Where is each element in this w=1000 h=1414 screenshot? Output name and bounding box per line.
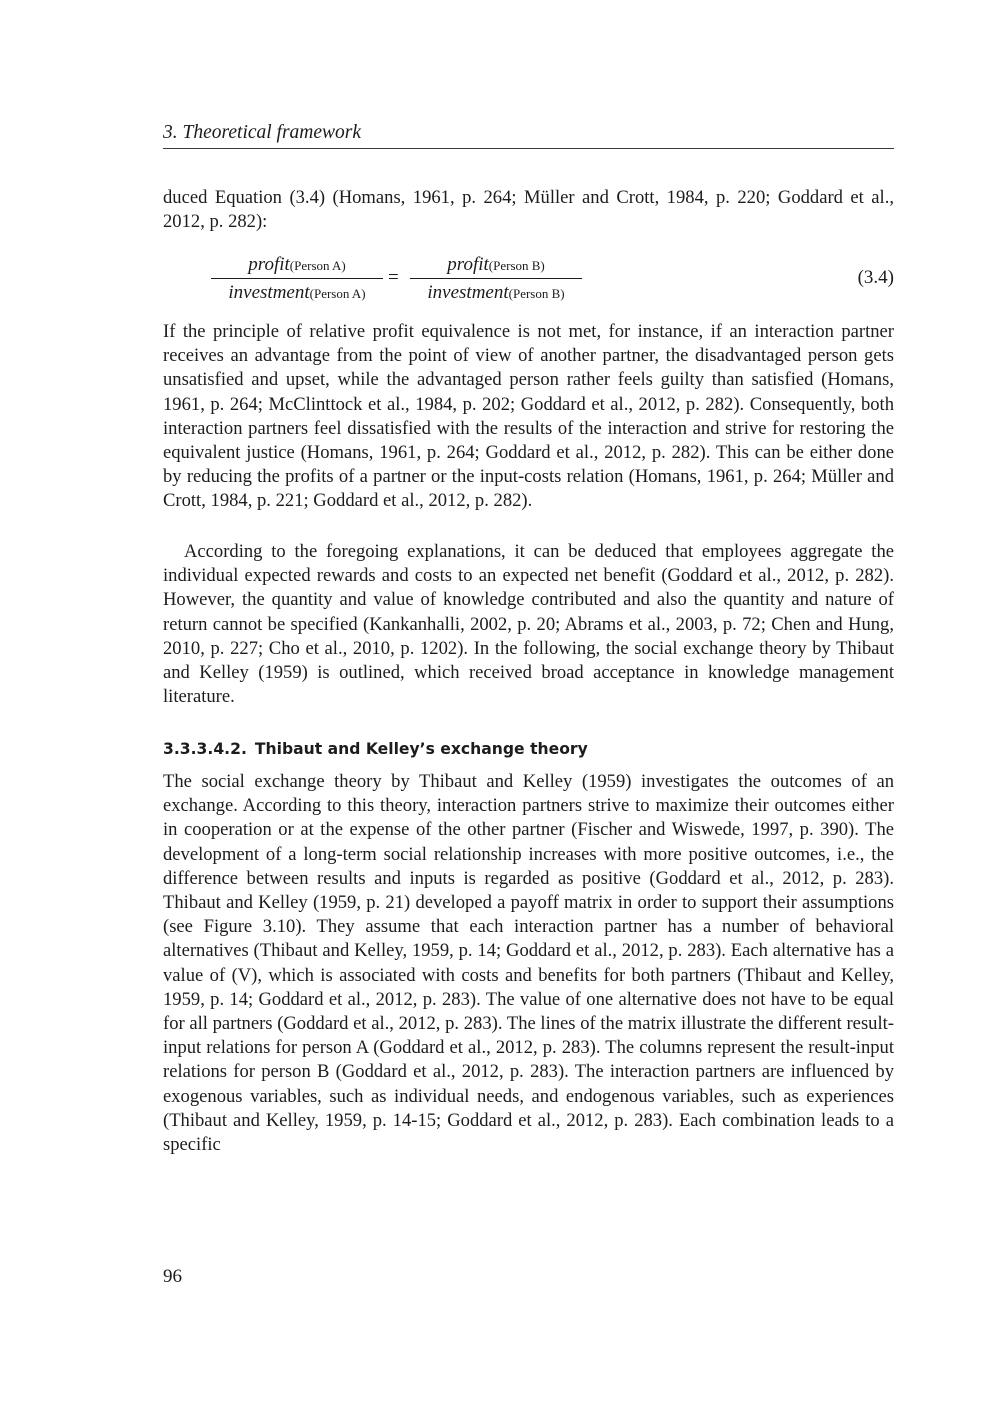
section-title: Thibaut and Kelley’s exchange theory: [254, 740, 588, 758]
section-heading: [163, 738, 894, 760]
section-number: 3.3.3.4.2.: [163, 740, 247, 758]
subscript-person-a: (Person A): [309, 286, 366, 301]
fraction-person-b: [410, 253, 582, 306]
paragraph-relative-profit: If the principle of relative profit equivalence is not met, for instance, if an interaction partner receives an advantage from the point of view of another partner, the disadvantaged person gets unsatisfied and upset, while the advantaged person rather feels guilty than satisfied (Homans, 1961, p. 264; McClinttock et al., 1984, p. 202; Goddard et al., 2012, p. 282). Consequently, both interaction partners feel dissatisfied with the results of the interaction and strive for restoring the equivalent justice (Homans, 1961, p. 264; Goddard et al., 2012, p. 282). This can be either done by reducing the profits of a partner or the input-costs relation (Homans, 1961, p. 264; Müller and Crott, 1984, p. 221; Goddard et al., 2012, p. 282).: [163, 321, 894, 512]
equals-sign: =: [388, 267, 399, 288]
profit-term: profit: [447, 254, 489, 275]
denominator-person-a: [211, 279, 383, 306]
paragraph-thibaut-kelley: The social exchange theory by Thibaut and Kelley (1959) investigates the outcomes of an exchange. According to this theory, interaction partners strive to maximize their outcomes either in cooperation or at the expense of the other partner (Fischer and Wiswede, 1997, p. 390). The development of a long-term social relationship increases with more positive outcomes, i.e., the difference between results and inputs is regarded as positive (Goddard et al., 2012, p. 283). Thibaut and Kelley (1959, p. 21) developed a payoff matrix in order to support their assumptions (see Figure 3.10). They assume that each interaction partner has a number of behavioral alternatives (Thibaut and Kelley, 1959, p. 14; Goddard et al., 2012, p. 283). Each alternative has a value of (V), which is associated with costs and benefits for both partners (Thibaut and Kelley, 1959, p. 14; Goddard et al., 2012, p. 283). The value of one alternative does not have to be equal for all partners (Goddard et al., 2012, p. 283). The lines of the matrix illustrate the different result-input relations for person A (Goddard et al., 2012, p. 283). The columns represent the result-input relations for person B (Goddard et al., 2012, p. 283). The interaction partners are influenced by exogenous variables, such as individual needs, and endogenous variables, such as experiences (Thibaut and Kelley, 1959, p. 14-15; Goddard et al., 2012, p. 283). Each combination leads to a specific: [163, 771, 894, 1156]
investment-term: investment: [427, 282, 509, 303]
paragraph-intro: duced Equation (3.4) (Homans, 1961, p. 264; Müller and Crott, 1984, p. 220; Goddard et al., 2012, p. 282):: [163, 187, 894, 233]
running-header: [163, 121, 894, 149]
paragraph-foregoing: According to the foregoing explanations, it can be deduced that employees aggregate the individual expected rewards and costs to an expected net benefit (Goddard et al., 2012, p. 282). However, the quantity and value of knowledge contributed and also the quantity and nature of return cannot be specified (Kankanhalli, 2002, p. 20; Abrams et al., 2003, p. 72; Chen and Hung, 2010, p. 227; Cho et al., 2010, p. 1202). In the following, the social exchange theory by Thibaut and Kelley (1959) is outlined, which received broad acceptance in knowledge management literature.: [163, 541, 894, 708]
subscript-person-b: (Person B): [488, 258, 545, 273]
investment-term: investment: [228, 282, 310, 303]
fraction-person-a: [211, 253, 383, 306]
equation-number: (3.4): [857, 267, 894, 288]
subscript-person-b: (Person B): [508, 286, 565, 301]
subscript-person-a: (Person A): [289, 258, 346, 273]
page-number: 96: [163, 1266, 182, 1287]
chapter-title: 3. Theoretical framework: [163, 122, 362, 143]
numerator-person-a: [211, 253, 383, 279]
denominator-person-b: [410, 279, 582, 306]
profit-term: profit: [248, 254, 290, 275]
equation-3-4: [163, 253, 894, 309]
numerator-person-b: [410, 253, 582, 279]
